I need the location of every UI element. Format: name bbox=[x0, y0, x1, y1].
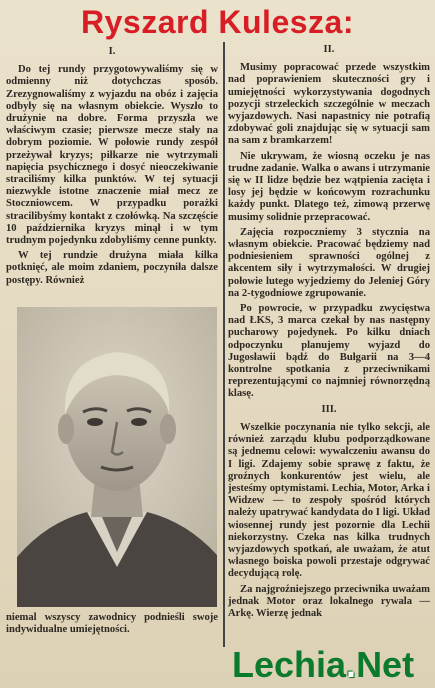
column-divider bbox=[223, 42, 225, 647]
section-heading-1: I. bbox=[108, 46, 116, 57]
portrait-photo bbox=[17, 307, 217, 607]
paragraph: Zajęcia rozpoczniemy 3 stycznia na własnym obiekcie. Pracować będziemy nad podniesieniem sprawności ogólnej z akcentem siły i wytrzymałości. W drugiej połowie lutego wyjedziemy do Jeleniej Góry na 2-tygodniowe zgrupowanie. bbox=[228, 226, 430, 299]
article-headline: Ryszard Kulesza: bbox=[81, 4, 354, 40]
left-column-continuation bbox=[6, 612, 218, 636]
paragraph: Wszelkie poczynania nie tylko sekcji, ale również zarządu klubu podporządkowane są jednemu celowi: wywalczeniu awansu do I ligi. Zdajemy sobie sprawę z faktu, że groźnych konkurentów jest wielu, ale jesteśmy optymistami. Lechia, Motor, Arka i Widzew — to zespoły spośród których należy upatrywać kandydata do I ligi. Układ wiosennej rundy jest pozornie dla Lechii niekorzystny. Czeka nas kilka trudnych wyjazdowych spotkań, ale uważam, że atut własnego boiska powoli przestaje odgrywać decydującą rolę. bbox=[228, 421, 430, 580]
paragraph: W tej rundzie drużyna miała kilka potknięć, ale moim zdaniem, poczyniła dalsze postępy. Również bbox=[6, 250, 218, 286]
watermark-part: Lechia bbox=[232, 644, 347, 685]
section-heading-2: II. bbox=[323, 44, 335, 55]
right-column bbox=[228, 42, 430, 623]
portrait-photo-icon bbox=[17, 307, 217, 607]
paragraph: Do tej rundy przygotowywaliśmy się w odmienny niż dotychczas sposób. Zrezygnowaliśmy z wyjazdu na obóz i zajęcia odbyły się na własnym obiekcie. Wyszło to drużynie na dobre. Forma przyszła we właściwym czasie; pierwsze mecze stały na dobrym poziomie. W połowie rundy zespół przeżywał kryzys; piłkarze nie wytrzymali napięcia psychicznego i dosyć nieoczekiwanie straciliśmy kilka punktów. W tej sytuacji niezwykle istotne znaczenie miał mecz ze Stoczniowcem. W przypadku porażki stracilibyśmy kontakt z czołówką. Na szczęście 10 października kryzys minął i w tym trudnym pojedynku zdobyliśmy cenne punkty. bbox=[6, 64, 218, 247]
section-heading-3: III. bbox=[321, 403, 337, 415]
left-column bbox=[6, 44, 218, 290]
paragraph: Nie ukrywam, że wiosną oczeku je nas trudne zadanie. Walka o awans i utrzymanie się w II lidze będzie bez wątpienia zacięta i losy jej będzie w końcowym rozrachunku każdy punkt. Dlatego też, zimową przerwę musimy solidnie przepracować. bbox=[228, 150, 430, 223]
paragraph: Musimy popracować przede wszystkim nad poprawieniem skuteczności gry i umiejętności wykorzystywania dogodnych pozycji strzeleckich szczególnie w meczach wyjazdowych. Nasi napastnicy nie potrafią zdobywać goli znajdując się w sytuacji sam na sam z bramkarzem! bbox=[228, 62, 430, 147]
paragraph: niemal wszyscy zawodnicy podnieśli swoje indywidualne umiejętności. bbox=[6, 612, 218, 636]
lechia-net-watermark bbox=[232, 642, 435, 688]
watermark-dot: . bbox=[346, 644, 357, 685]
paragraph: Za najgroźniejszego przeciwnika uważam jednak Motor oraz lokalnego rywala — Arkę. Wierzę jednak bbox=[228, 583, 430, 619]
paragraph: Po powrocie, w przypadku zwycięstwa nad ŁKS, 3 marca czekał by nas następny pucharowy pojedynek. Po kilku dniach odpoczynku planujemy wyjazd do Jugosławii bądź do Bułgarii na 3—4 kontrolne spotkania z przeciwnikami reprezentującymi co najmniej równorzędną klasę. bbox=[228, 303, 430, 400]
watermark-part: Net bbox=[356, 644, 415, 685]
